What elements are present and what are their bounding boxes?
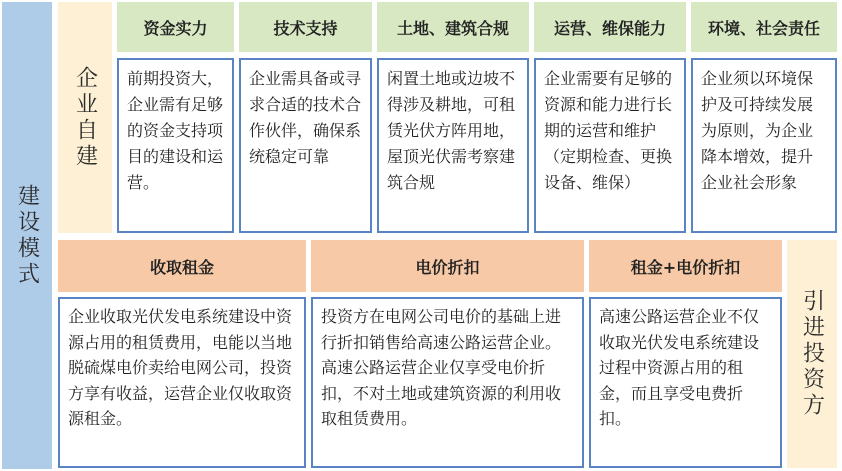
header-environment-social: 环境、社会责任	[691, 2, 837, 52]
header-rent-plus-discount: 租金+电价折扣	[589, 240, 782, 292]
header-price-discount: 电价折扣	[311, 240, 584, 292]
header-operation-maintenance: 运营、维保能力	[534, 2, 686, 52]
content-capital-strength: 前期投资大，企业需有足够的资金支持项目的建设和运营。	[117, 58, 234, 233]
self-build-label: 企业自建	[58, 2, 112, 233]
content-price-discount: 投资方在电网公司电价的基础上进行折扣销售给高速公路运营企业。高速公路运营企业仅享受电价折扣，不对土地或建筑资源的利用收取租赁费用。	[311, 297, 584, 468]
content-rent-collection: 企业收取光伏发电系统建设中资源占用的租赁费用，电能以当地脱硫煤电价卖给电网公司，投资方享有收益，运营企业仅收取资源租金。	[58, 297, 306, 468]
content-environment-social: 企业须以环境保护及可持续发展为原则，为企业降本增效，提升企业社会形象	[691, 58, 837, 233]
header-capital-strength: 资金实力	[117, 2, 234, 52]
header-rent-collection: 收取租金	[58, 240, 306, 292]
build-mode-label: 建设模式	[2, 2, 52, 469]
content-technical-support: 企业需具备或寻求合适的技术合作伙伴，确保系统稳定可靠	[239, 58, 372, 233]
content-operation-maintenance: 企业需要有足够的资源和能力进行长期的运营和维护（定期检查、更换设备、维保）	[534, 58, 686, 233]
content-land-building-compliance: 闲置土地或边坡不得涉及耕地，可租赁光伏方阵用地，屋顶光伏需考察建筑合规	[377, 58, 529, 233]
header-technical-support: 技术支持	[239, 2, 372, 52]
header-land-building-compliance: 土地、建筑合规	[377, 2, 529, 52]
investor-label: 引进投资方	[787, 240, 837, 468]
content-rent-plus-discount: 高速公路运营企业不仅收取光伏发电系统建设过程中资源占用的租金，而且享受电费折扣。	[589, 297, 782, 468]
